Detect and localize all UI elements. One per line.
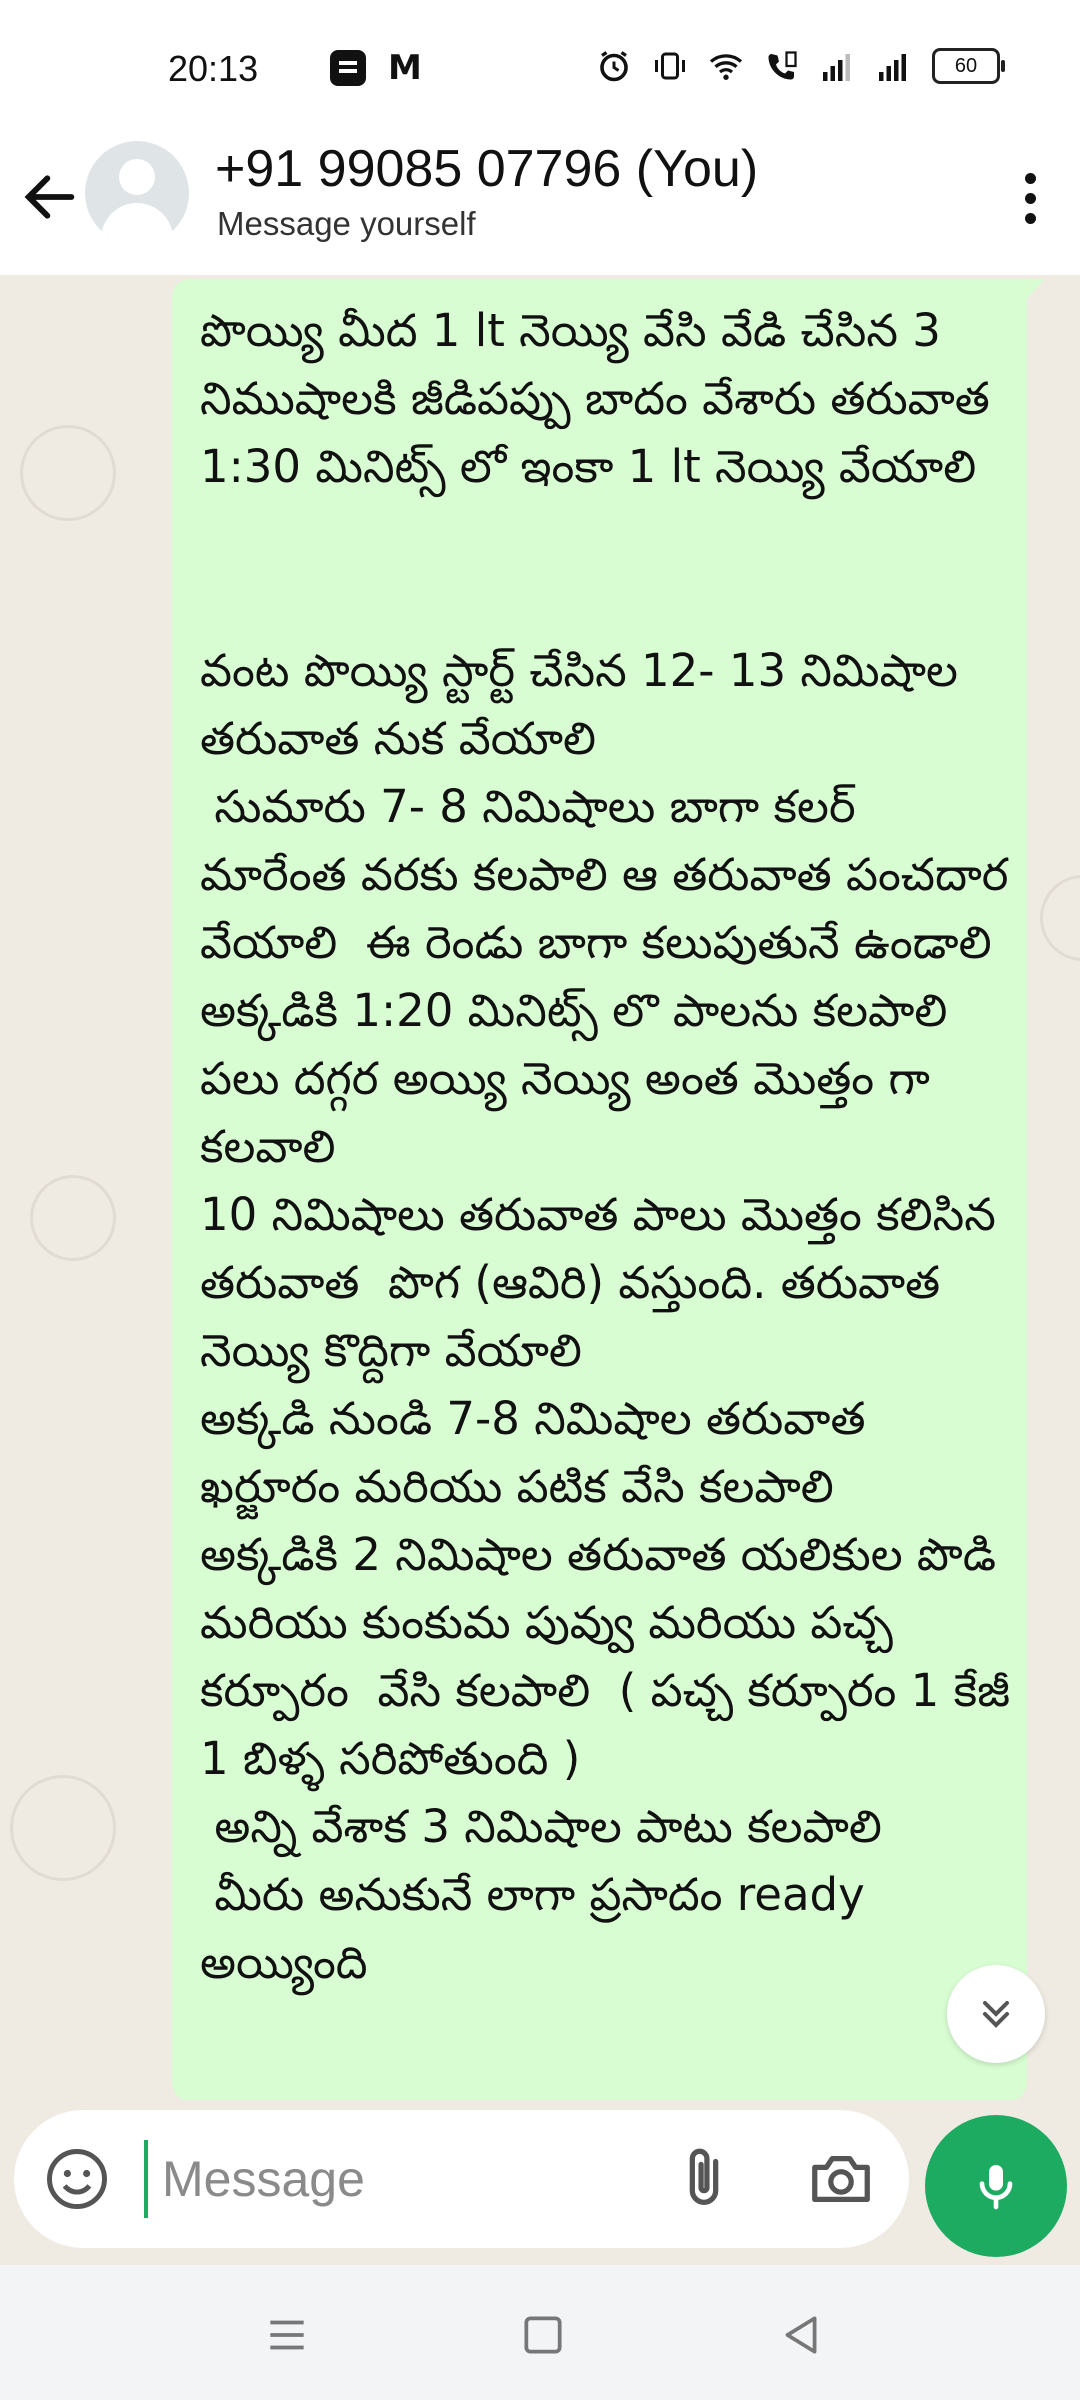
contact-name[interactable]: +91 99085 07796 (You) [215, 140, 759, 198]
camera-icon[interactable] [804, 2144, 878, 2214]
wifi-icon [708, 48, 744, 84]
message-input-box [14, 2110, 909, 2248]
contact-subtitle: Message yourself [217, 205, 476, 242]
scroll-to-bottom-button[interactable] [947, 1965, 1045, 2063]
status-bar [0, 0, 1080, 135]
message-text: పొయ్యి మీద 1 lt నెయ్యి వేసి వేడి చేసిన 3 నిముషాలకి జీడిపప్పు బాదం వేశారు తరువాత 1:30 మినిట్స్ లో ఇంకా 1 lt నెయ్యి వేయాలి వంట పొయ్యి స్టార్ట్ చేసిన 12- 13 నిమిషాల తరువాత నుక వేయాలి సుమారు 7- 8 నిమిషాలు బాగా కలర్ మారేంత వరకు కలపాలి ఆ తరువాత పంచదార వేయాలి ఈ రెండు బాగా కలుపుతునే ఉండాలి అక్కడికి 1:20 మినిట్స్ లొ పాలను కలపాలి పలు దగ్గర అయ్యి నెయ్యి అంత మొత్తం గా కలవాలి 10 నిమిషాలు తరువాత పాలు మొత్తం కలిసిన తరువాత పొగ (ఆవిరి) వస్తుంది. తరువాత నెయ్యి కొద్దిగా వేయాలి అక్కడి నుండి 7-8 నిమిషాల తరువాత ఖర్జూరం మరియు పటిక వేసి కలపాలి అక్కడికి 2 నిమిషాల తరువాత యలికుల పొడి మరియు కుంకుమ పువ్వు మరియు పచ్చ కర్పూరం వేసి కలపాలి ( పచ్చ కర్పూరం 1 కేజీ 1 బిళ్ళ సరిపోతుంది ) అన్ని వేశాక 3 నిమిషాల పాటు కలపాలి మీరు అనుకునే లాగా ప్రసాదం ready అయ్యింది [200, 304, 1010, 1989]
voice-record-button[interactable] [925, 2115, 1067, 2257]
emoji-icon[interactable] [44, 2146, 110, 2212]
system-icons [596, 48, 1000, 84]
chat-area[interactable] [0, 275, 1080, 2265]
message-input[interactable] [144, 2140, 682, 2218]
home-icon[interactable] [518, 2310, 568, 2360]
avatar[interactable] [85, 141, 189, 245]
message-bubble[interactable] [172, 279, 1027, 2101]
chat-header [0, 135, 1080, 275]
signal-icon [820, 48, 856, 84]
volte-call-icon [764, 48, 800, 84]
gmail-icon: M [388, 48, 422, 88]
system-nav-bar [0, 2265, 1080, 2400]
composer [0, 2100, 1080, 2265]
vibrate-icon [652, 48, 688, 84]
notification-icons [330, 50, 422, 86]
double-chevron-down-icon [974, 1992, 1018, 2036]
microphone-icon [968, 2158, 1024, 2214]
messages-icon [330, 50, 366, 86]
recent-apps-icon[interactable] [262, 2310, 312, 2360]
signal-icon [876, 48, 912, 84]
alarm-icon [596, 48, 632, 84]
back-nav-icon[interactable] [775, 2310, 825, 2360]
battery-icon: 60 [932, 48, 1000, 84]
status-time: 20:13 [168, 48, 259, 89]
attach-icon[interactable] [669, 2144, 739, 2214]
back-arrow-icon[interactable] [18, 165, 82, 229]
more-options-button[interactable] [1000, 163, 1060, 233]
